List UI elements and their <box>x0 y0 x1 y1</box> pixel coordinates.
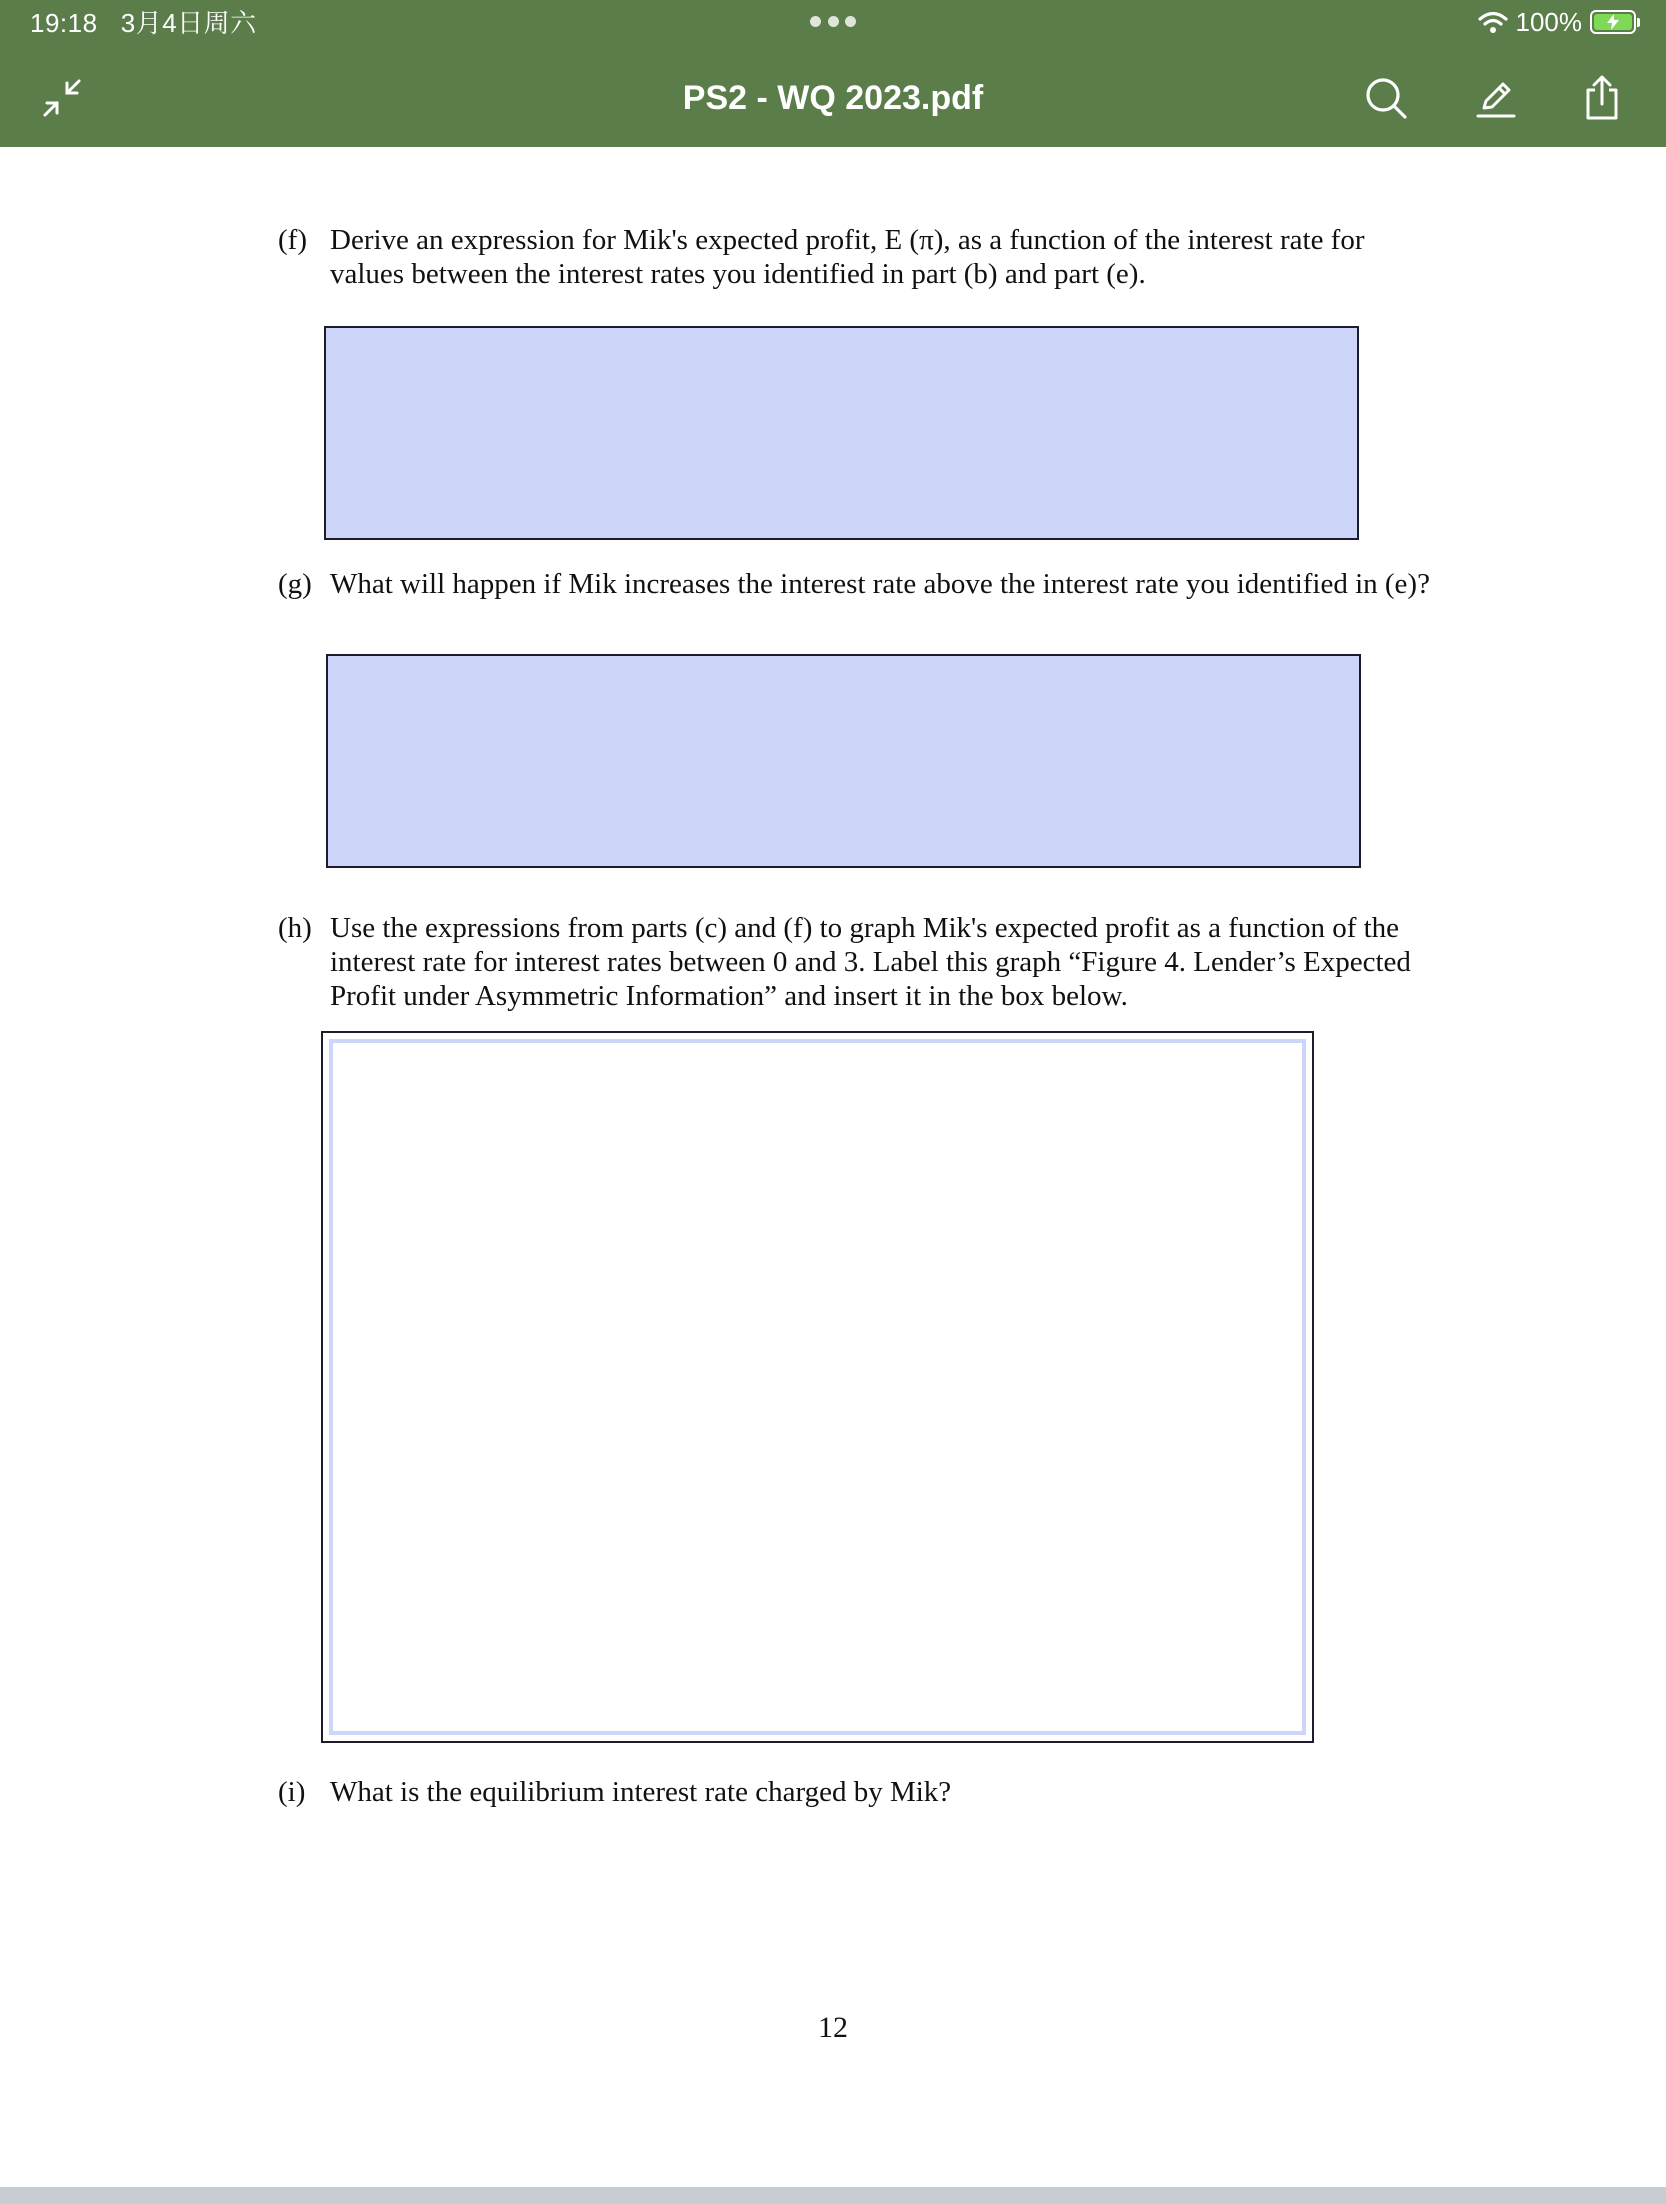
charging-icon <box>1606 14 1620 30</box>
question-label: (g) <box>278 568 312 600</box>
status-time <box>30 8 257 38</box>
markup-icon <box>1472 74 1520 122</box>
multitasking-dots[interactable] <box>810 16 856 27</box>
question-text: What is the equilibrium interest rate charged by Mik? <box>330 1776 952 1808</box>
top-bar <box>0 0 1666 147</box>
question-g <box>278 567 1448 601</box>
status-indicators <box>1478 6 1637 38</box>
answer-field-f[interactable] <box>324 326 1359 540</box>
search-button[interactable] <box>1356 68 1416 128</box>
dot <box>810 16 821 27</box>
status-date: 3月4日周六 <box>120 8 257 38</box>
battery-icon <box>1590 10 1636 34</box>
question-h <box>278 911 1448 1013</box>
question-i <box>278 1775 1438 1809</box>
answer-field-g[interactable] <box>326 654 1361 868</box>
question-label: (i) <box>278 1776 306 1808</box>
battery-percent: 100% <box>1515 7 1582 37</box>
share-button[interactable] <box>1572 68 1632 128</box>
page-number: 12 <box>818 2011 848 2044</box>
question-f <box>278 223 1438 291</box>
question-label: (f) <box>278 224 307 256</box>
dot <box>828 16 839 27</box>
question-text: What will happen if Mik increases the interest rate above the interest rate you identified in (e)? <box>330 568 1430 600</box>
question-text: Use the expressions from parts (c) and (f) to graph Mik's expected profit as a function of the interest rate for interest rates between 0 and 3. Label this graph “Figure 4. Lender’s Expected Profit under Asymmetric Information” and insert it in the box below. <box>330 912 1411 1012</box>
question-label: (h) <box>278 912 312 944</box>
search-icon <box>1362 74 1410 122</box>
wifi-icon <box>1478 10 1508 34</box>
graph-insert-box-h[interactable] <box>321 1031 1314 1743</box>
share-icon <box>1578 74 1626 122</box>
dot <box>845 16 856 27</box>
page-separator <box>0 2187 1666 2204</box>
pdf-page[interactable] <box>0 147 1666 2187</box>
status-clock: 19:18 <box>30 8 98 38</box>
question-text: Derive an expression for Mik's expected profit, E (π), as a function of the interest rate for values between the interest rates you identified in part (b) and part (e). <box>330 224 1365 290</box>
markup-button[interactable] <box>1466 68 1526 128</box>
graph-placeholder[interactable] <box>329 1039 1306 1735</box>
document-title: PS2 - WQ 2023.pdf <box>682 79 984 117</box>
